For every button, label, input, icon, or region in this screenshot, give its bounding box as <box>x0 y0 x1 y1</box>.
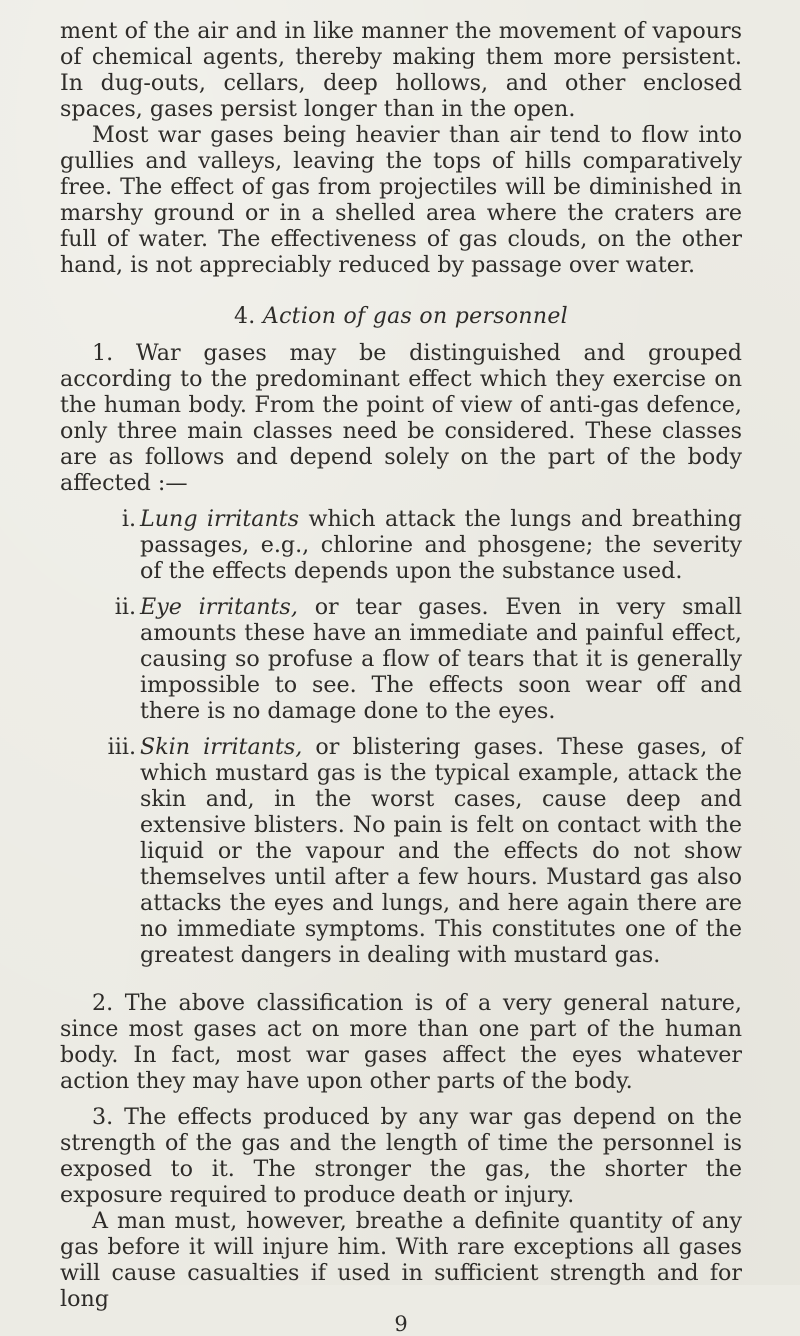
list-numeral: i. <box>121 506 136 532</box>
gullies-paragraph: Most war gases being heavier than air tend to flow into gullies and valleys, leaving the tops of hills comparatively free. The effect of gas from projectiles will be diminished in marshy ground or in a shelled area where the craters are full of water. The effectiveness of gas clouds, on the other hand, is not appreciably reduced by passage over water. <box>60 122 742 278</box>
class-term: Lung irritants <box>140 506 300 532</box>
class-term: Eye irritants, <box>140 594 298 620</box>
paragraph-3: 3. The effects produced by any war gas depend on the strength of the gas and the length of time the personnel is exposed to it. The stronger the gas, the shorter the exposure required to produce death or injury. <box>60 1104 742 1208</box>
intro-paragraph: ment of the air and in like manner the movement of vapours of chemical agents, thereby making them more persistent. In dug-outs, cellars, deep hollows, and other enclosed spaces, gases persist longer than in the open. <box>60 18 742 122</box>
section-title: Action of gas on personnel <box>262 304 568 329</box>
gas-classes-list <box>60 506 742 968</box>
paragraph-2: 2. The above classification is of a very general nature, since most gases act on more than one part of the human body. In fact, most war gases affect the eyes whatever action they may have upon other parts of the body. <box>60 990 742 1094</box>
section-number: 4. <box>233 304 256 329</box>
class-description: or tear gases. Even in very small amounts these have an immediate and painful effect, causing so profuse a flow of tears that it is generally impossible to see. The effects soon wear off and there is no damage done to the eyes. <box>140 594 742 724</box>
paragraph-4: A man must, however, breathe a definite quantity of any gas before it will injure him. With rare exceptions all gases will cause casualties if used in sufficient strength and for long <box>60 1208 742 1312</box>
class-description: or blistering gases. These gases, of which mustard gas is the typical example, attack the skin and, in the worst cases, cause deep and extensive blisters. No pain is felt on contact with the liquid or the vapour and the effects do not show themselves until after a few hours. Mustard gas also attacks the eyes and lungs, and here again there are no immediate symptoms. This constitutes one of the greatest dangers in dealing with mustard gas. <box>140 734 742 968</box>
list-numeral: ii. <box>114 594 136 620</box>
list-item-text <box>140 506 742 584</box>
class-term: Skin irritants, <box>140 734 303 760</box>
class-description: which attack the lungs and breathing passages, e.g., chlorine and phosgene; the severity of the effects depends upon the substance used. <box>140 506 742 584</box>
list-item <box>60 506 742 584</box>
list-item-text <box>140 734 742 968</box>
list-item <box>60 594 742 724</box>
paragraph-1: 1. War gases may be distinguished and grouped according to the predominant effect which they exercise on the human body. From the point of view of anti-gas defence, only three main classes need be considered. These classes are as follows and depend solely on the part of the body affected :— <box>60 340 742 496</box>
page-number: 9 <box>394 1312 408 1336</box>
section-heading <box>60 304 742 330</box>
list-numeral: iii. <box>107 734 136 760</box>
list-item-text <box>140 594 742 724</box>
list-item <box>60 734 742 968</box>
